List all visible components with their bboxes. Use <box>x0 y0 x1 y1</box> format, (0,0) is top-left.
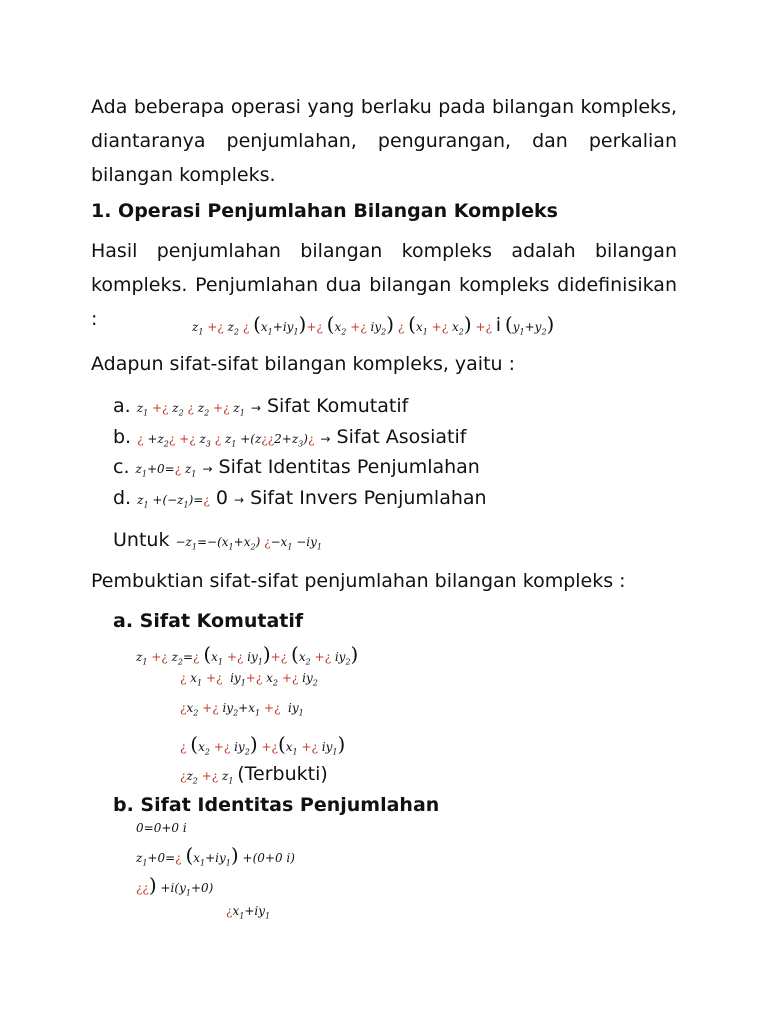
definition-paragraph: Hasil penjumlahan bilangan kompleks adalah bilangan kompleks. Penjumlahan dua bilangan kompleks didefinisikan : <box>91 240 677 330</box>
proof-b-line-1: 0=0+0 i <box>136 821 187 835</box>
untuk-label: Untuk <box>113 529 170 551</box>
arrow-icon: → <box>250 401 261 415</box>
property-d-label: d. <box>113 487 132 509</box>
proof-b-line-2: $z_1+0=¿$ $(x_1+iy_1) +(0+0$ i) <box>136 843 295 868</box>
terbukti-label: (Terbukti) <box>237 763 328 785</box>
untuk-line: Untuk $-z_1=-(x_1+x_2)$ ¿$-x_1 -iy_1$ <box>113 529 323 552</box>
proof-a-line-1: $z_1$ +¿ $z_2=¿$ ($x_1$ +¿ $iy_1)+¿$ ($x_2$ +¿ $iy_2$) <box>136 642 359 667</box>
arrow-icon: → <box>233 493 245 507</box>
proof-a-heading: a. Sifat Komutatif <box>113 610 304 632</box>
section-1-heading: 1. Operasi Penjumlahan Bilangan Kompleks <box>91 200 558 222</box>
property-a-name: Sifat Komutatif <box>266 395 409 417</box>
proof-intro: Pembuktian sifat-sifat penjumlahan bilangan kompleks : <box>91 570 626 592</box>
arrow-icon: → <box>320 432 331 446</box>
property-c: c. $z_1+0=¿$ $z_1$ → Sifat Identitas Penjumlahan <box>113 456 480 479</box>
proof-a-line-3: ¿$x_2$ +¿ $iy_2+x_1$ +¿ $iy_1$ <box>180 701 304 718</box>
property-b-label: b. <box>113 426 132 448</box>
intro-paragraph: Ada beberapa operasi yang berlaku pada bilangan kompleks, diantaranya penjumlahan, pengurangan, dan perkalian bilangan kompleks. <box>91 96 677 186</box>
property-d-name: Sifat Invers Penjumlahan <box>250 487 487 509</box>
definition-formula: $z_1$ +¿ $z_2$ ¿ $(x_1+iy_1)+¿$ ($x_2$ +¿ $iy_2$) ¿ ($x_1$ +¿ $x_2$) +¿ i $(y_1+y_2)$ <box>192 312 555 337</box>
proof-b-line-4: ¿$x_1+iy_1$ <box>226 904 271 921</box>
properties-intro: Adapun sifat-sifat bilangan kompleks, yaitu : <box>91 353 516 375</box>
proof-b-line-3: ¿¿) $+i(y_1+0)$ <box>136 873 214 898</box>
proof-a-line-5: ¿$z_2$ +¿ $z_1$ (Terbukti) <box>180 763 328 786</box>
property-c-label: c. <box>113 456 130 478</box>
proof-a-line-2: ¿ $x_1$ +¿ $iy_1+¿$ $x_2$ +¿ $iy_2$ <box>180 671 318 688</box>
definition-i: i <box>495 314 502 336</box>
property-c-name: Sifat Identitas Penjumlahan <box>218 456 480 478</box>
invers-zero: 0 <box>215 487 228 509</box>
property-a-label: a. <box>113 395 131 417</box>
proof-b-heading: b. Sifat Identitas Penjumlahan <box>113 794 440 816</box>
property-a: a. $z_1$ +¿ $z_2$ ¿ $z_2$ +¿ $z_1$ → Sifat Komutatif <box>113 395 409 418</box>
proof-a-line-4: ¿ ($x_2$ +¿ $iy_2$) $+¿(x_1$ +¿ $iy_1$) <box>180 732 346 757</box>
property-b-name: Sifat Asosiatif <box>336 426 467 448</box>
property-d: d. $z_1$ $+(-z_1)=¿$ 0 → Sifat Invers Penjumlahan <box>113 487 487 510</box>
property-b: b. ¿ $+z_2¿$ +¿ $z_3$ ¿ $z_1$ $+(z¿¿2+z_3)¿$ → Sifat Asosiatif <box>113 426 467 449</box>
arrow-icon: → <box>202 462 213 476</box>
